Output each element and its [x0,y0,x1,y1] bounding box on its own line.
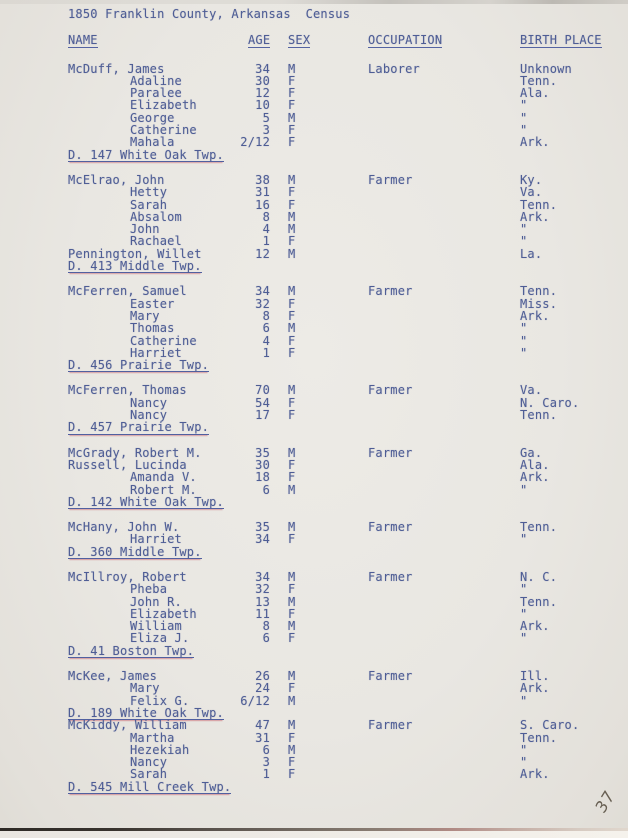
person-sex: F [288,86,296,101]
person-sex: F [288,606,296,621]
census-row [68,285,620,297]
person-age: 1 [262,234,270,249]
person-age: 32 [255,296,270,311]
person-birthplace: Ga. [520,445,543,460]
person-name: Absalom [130,209,182,224]
person-age: 6 [262,482,270,497]
person-sex: M [288,693,296,708]
person-name: Nancy [130,395,168,410]
district-township-line [68,421,620,433]
person-occupation: Farmer [368,718,413,733]
person-age: 16 [255,197,270,212]
person-age: 31 [255,185,270,200]
person-birthplace: " [520,482,528,497]
person-sex: M [288,445,296,460]
census-row [68,695,620,707]
person-sex: M [288,246,296,261]
person-name: McKiddy, William [68,718,187,733]
person-age: 5 [262,110,270,125]
person-birthplace: Va. [520,383,543,398]
person-age: 70 [255,383,270,398]
person-name: Catherine [130,123,197,138]
person-name: Thomas [130,321,175,336]
person-name: Harriet [130,532,182,547]
person-birthplace: Tenn. [520,520,558,535]
district-township-line [68,496,620,508]
person-birthplace: " [520,222,528,237]
person-birthplace: Miss. [520,296,558,311]
person-birthplace: " [520,631,528,646]
household-block [68,384,620,433]
person-sex: F [288,730,296,745]
district-township-text: D. 142 White Oak Twp. [68,494,224,509]
person-name: Elizabeth [130,606,197,621]
census-row [68,347,620,359]
census-row [68,335,620,347]
person-sex: F [288,345,296,360]
district-township-text: D. 413 Middle Twp. [68,259,202,274]
person-name: John [130,222,160,237]
column-headers [68,34,620,46]
census-row [68,682,620,694]
census-row [68,632,620,644]
person-birthplace: " [520,532,528,547]
person-birthplace: Ark. [520,619,550,634]
person-age: 11 [255,606,270,621]
person-name: McElrao, John [68,172,165,187]
person-occupation: Farmer [368,172,413,187]
person-age: 6 [262,742,270,757]
person-age: 12 [255,246,270,261]
person-sex: F [288,333,296,348]
person-sex: F [288,457,296,472]
person-birthplace: La. [520,246,543,261]
person-occupation: Farmer [368,445,413,460]
census-row [68,322,620,334]
person-sex: F [288,408,296,423]
person-name: Eliza J. [130,631,190,646]
person-sex: M [288,284,296,299]
person-sex: F [288,234,296,249]
page-title: 1850 Franklin County, Arkansas Census [68,7,351,21]
column-header-sex: SEX [288,33,311,48]
column-header-birthplace: BIRTH PLACE [520,33,602,48]
person-age: 12 [255,86,270,101]
person-age: 24 [255,681,270,696]
person-age: 30 [255,457,270,472]
person-age: 1 [262,345,270,360]
district-township-text: D. 360 Middle Twp. [68,544,202,559]
person-sex: M [288,718,296,733]
person-age: 13 [255,594,270,609]
person-birthplace: Ark. [520,767,550,782]
person-birthplace: " [520,582,528,597]
person-sex: M [288,222,296,237]
household-block [68,447,620,508]
person-name: Pennington, Willet [68,246,202,261]
district-township-line [68,260,620,272]
census-row [68,768,620,780]
person-age: 18 [255,470,270,485]
page-content [68,8,620,806]
census-row [68,732,620,744]
person-sex: F [288,582,296,597]
person-sex: M [288,110,296,125]
person-name: Harriet [130,345,182,360]
person-sex: M [288,520,296,535]
person-birthplace: Ark. [520,209,550,224]
person-age: 2/12 [240,135,270,150]
scan-top-edge [0,0,628,4]
person-name: McIllroy, Robert [68,569,187,584]
column-header-name: NAME [68,33,98,48]
person-age: 34 [255,569,270,584]
person-sex: M [288,619,296,634]
scan-below-edge [0,831,628,838]
person-occupation: Farmer [368,383,413,398]
census-row [68,409,620,421]
person-age: 34 [255,284,270,299]
person-age: 34 [255,61,270,76]
census-row [68,199,620,211]
census-row [68,471,620,483]
person-sex: F [288,532,296,547]
person-sex: M [288,742,296,757]
column-header-age: AGE [248,33,271,48]
district-township-line [68,359,620,371]
person-name: Mary [130,681,160,696]
census-row [68,235,620,247]
household-block [68,719,620,793]
person-name: McHany, John W. [68,520,180,535]
person-name: McFerren, Samuel [68,284,187,299]
person-sex: M [288,594,296,609]
person-birthplace: " [520,606,528,621]
person-name: Russell, Lucinda [68,457,187,472]
person-sex: M [288,569,296,584]
person-name: Martha [130,730,175,745]
person-age: 1 [262,767,270,782]
person-age: 6/12 [240,693,270,708]
district-township-text: D. 457 Prairie Twp. [68,420,210,435]
person-name: McDuff, James [68,61,165,76]
person-age: 6 [262,321,270,336]
person-birthplace: " [520,333,528,348]
household-block [68,285,620,371]
person-name: Adaline [130,73,182,88]
person-birthplace: Ark. [520,470,550,485]
person-sex: F [288,395,296,410]
person-name: Felix G. [130,693,190,708]
district-township-line [68,645,620,657]
person-sex: F [288,135,296,150]
person-age: 32 [255,582,270,597]
person-sex: F [288,631,296,646]
person-birthplace: Tenn. [520,408,558,423]
person-age: 3 [262,123,270,138]
person-birthplace: Tenn. [520,197,558,212]
person-age: 54 [255,395,270,410]
census-row [68,484,620,496]
person-name: Robert M. [130,482,197,497]
person-name: Pheba [130,582,168,597]
person-sex: M [288,61,296,76]
person-age: 3 [262,755,270,770]
person-age: 35 [255,520,270,535]
census-row [68,186,620,198]
person-age: 10 [255,98,270,113]
person-name: McGrady, Robert M. [68,445,202,460]
district-township-line [68,781,620,793]
person-sex: F [288,755,296,770]
person-name: Nancy [130,408,168,423]
person-name: McFerren, Thomas [68,383,187,398]
person-age: 26 [255,669,270,684]
person-sex: M [288,669,296,684]
person-sex: F [288,185,296,200]
census-row [68,533,620,545]
census-row [68,719,620,731]
household-block [68,571,620,657]
district-township-text: D. 456 Prairie Twp. [68,358,210,373]
person-birthplace: Tenn. [520,73,558,88]
district-township-text: D. 41 Boston Twp. [68,643,195,658]
person-birthplace: " [520,742,528,757]
person-name: Amanda V. [130,470,197,485]
person-birthplace: " [520,234,528,249]
person-birthplace: " [520,321,528,336]
person-sex: F [288,98,296,113]
person-name: Catherine [130,333,197,348]
person-sex: F [288,197,296,212]
person-birthplace: " [520,123,528,138]
person-age: 31 [255,730,270,745]
district-township-line [68,149,620,161]
person-name: John R. [130,594,182,609]
person-name: Elizabeth [130,98,197,113]
census-row [68,248,620,260]
person-occupation: Farmer [368,520,413,535]
district-township-line [68,546,620,558]
person-age: 4 [262,333,270,348]
person-birthplace: S. Caro. [520,718,580,733]
district-township-text: D. 189 White Oak Twp. [68,705,224,720]
person-birthplace: Ark. [520,135,550,150]
person-name: Sarah [130,767,168,782]
person-age: 17 [255,408,270,423]
person-name: Easter [130,296,175,311]
person-age: 38 [255,172,270,187]
person-occupation: Farmer [368,284,413,299]
person-age: 35 [255,445,270,460]
person-name: Mary [130,308,160,323]
person-name: McKee, James [68,669,158,684]
person-birthplace: Tenn. [520,284,558,299]
person-age: 8 [262,308,270,323]
census-row [68,583,620,595]
person-age: 30 [255,73,270,88]
person-age: 6 [262,631,270,646]
person-sex: F [288,123,296,138]
person-sex: F [288,296,296,311]
person-birthplace: Ill. [520,669,550,684]
person-name: Paralee [130,86,182,101]
person-birthplace: Tenn. [520,730,558,745]
person-birthplace: " [520,110,528,125]
household-block [68,174,620,272]
person-birthplace: N. C. [520,569,558,584]
household-list [68,63,620,793]
district-township-text: D. 147 White Oak Twp. [68,147,224,162]
person-birthplace: " [520,755,528,770]
person-birthplace: Unknown [520,61,572,76]
column-header-occupation: OCCUPATION [368,33,443,48]
person-birthplace: Tenn. [520,594,558,609]
person-sex: F [288,681,296,696]
person-sex: F [288,308,296,323]
person-name: Rachael [130,234,182,249]
census-row [68,136,620,148]
handwritten-page-number: 37 [591,786,619,817]
person-sex: M [288,321,296,336]
person-sex: M [288,482,296,497]
person-sex: M [288,383,296,398]
census-row [68,384,620,396]
person-birthplace: Ala. [520,457,550,472]
person-age: 47 [255,718,270,733]
person-birthplace: Ky. [520,172,543,187]
census-row [68,99,620,111]
person-birthplace: " [520,345,528,360]
person-sex: F [288,73,296,88]
person-name: Mahala [130,135,175,150]
person-age: 34 [255,532,270,547]
person-occupation: Farmer [368,569,413,584]
household-block [68,521,620,558]
person-sex: F [288,767,296,782]
person-sex: M [288,209,296,224]
person-name: George [130,110,175,125]
household-block [68,63,620,161]
person-age: 4 [262,222,270,237]
person-birthplace: N. Caro. [520,395,580,410]
person-age: 8 [262,619,270,634]
person-sex: M [288,172,296,187]
district-township-text: D. 545 Mill Creek Twp. [68,779,232,794]
person-name: William [130,619,182,634]
person-birthplace: Ark. [520,681,550,696]
person-name: Sarah [130,197,168,212]
person-occupation: Laborer [368,61,420,76]
household-block [68,670,620,719]
person-name: Hetty [130,185,168,200]
person-occupation: Farmer [368,669,413,684]
person-sex: F [288,470,296,485]
person-birthplace: Va. [520,185,543,200]
person-birthplace: Ark. [520,308,550,323]
person-name: Nancy [130,755,168,770]
person-birthplace: " [520,693,528,708]
person-birthplace: Ala. [520,86,550,101]
person-birthplace: " [520,98,528,113]
person-age: 8 [262,209,270,224]
person-name: Hezekiah [130,742,190,757]
